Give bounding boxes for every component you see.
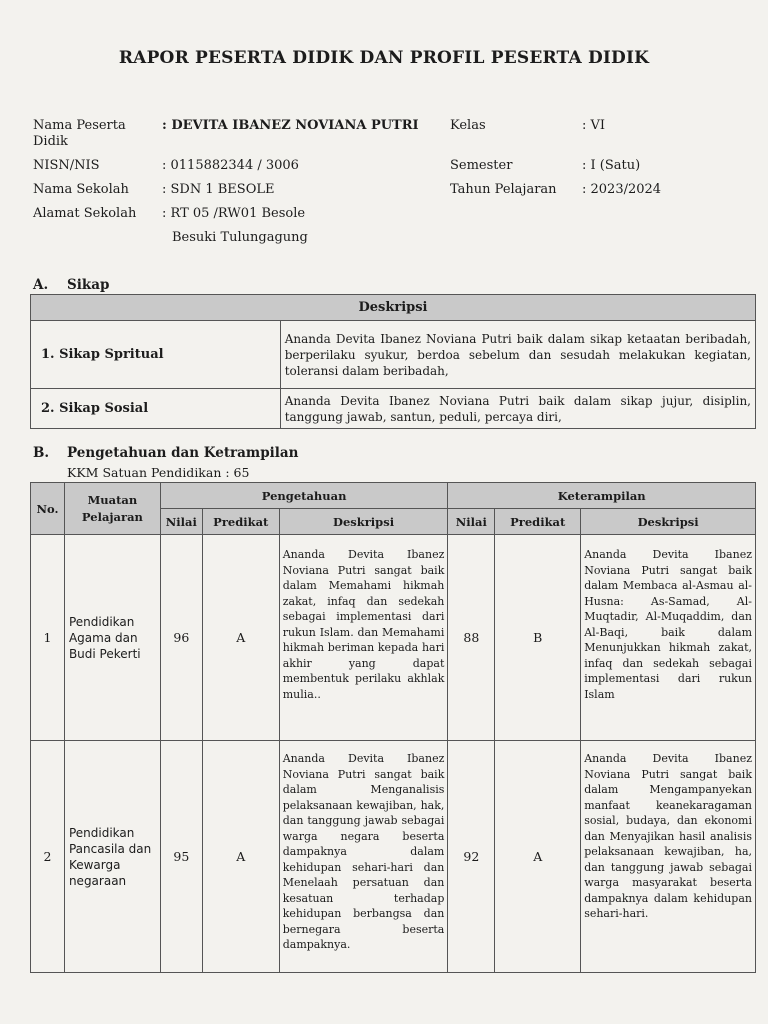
col-knowledge-predicate: Predikat <box>202 509 279 535</box>
class-label: Kelas <box>450 118 486 133</box>
col-skill: Keterampilan <box>448 483 756 509</box>
col-subject: Muatan Pelajaran <box>64 483 160 535</box>
class-value: : VI <box>582 118 606 133</box>
school-value: : SDN 1 BESOLE <box>162 182 275 197</box>
address-label: Alamat Sekolah <box>33 206 137 221</box>
section-a-title: Sikap <box>67 277 110 293</box>
col-knowledge-score: Nilai <box>160 509 202 535</box>
attitude-label-spiritual: 1. Sikap Spritual <box>31 321 281 389</box>
col-skill-predicate: Predikat <box>495 509 581 535</box>
row-no: 1 <box>31 535 65 741</box>
year-value: : 2023/2024 <box>582 182 662 197</box>
knowledge-description: Ananda Devita Ibanez Noviana Putri sangat baik dalam Menganalisis pelaksanaan kewajiban, hak, dan tanggung jawab sebagai warga negara beserta dampaknya dalam kehidupan sehari-hari dan Menelaah persatuan dan kesatuan terhadap kehidupan berbangsa dan bernegara beserta dampaknya. <box>279 741 448 973</box>
attitude-header: Deskripsi <box>31 295 756 321</box>
col-knowledge: Pengetahuan <box>160 483 448 509</box>
nisn-value: : 0115882344 / 3006 <box>162 158 299 173</box>
semester-value: : I (Satu) <box>582 158 641 173</box>
col-no: No. <box>31 483 65 535</box>
skill-description: Ananda Devita Ibanez Noviana Putri sangat baik dalam Membaca al-Asmau al-Husna: As-Samad, Al-Muqtadir, Al-Muqaddim, dan Al-Baqi, baik dalam Menunjukkan hikmah zakat, infaq dan sedekah sebagai implementasi dari rukun Islam <box>581 535 756 741</box>
table-row <box>31 535 756 741</box>
grades-table <box>30 482 756 973</box>
address-value-line1: : RT 05 /RW01 Besole <box>162 206 306 221</box>
skill-description: Ananda Devita Ibanez Noviana Putri sangat baik dalam Mengampanyekan manfaat keanekaragaman sosial, budaya, dan ekonomi dan Menyajikan hasil analisis pelaksanaan kewajiban, ha, dan tanggung jawab sebagai warga masyarakat beserta dampaknya dalam kehidupan sehari-hari. <box>581 741 756 973</box>
school-label: Nama Sekolah <box>33 182 129 197</box>
attitude-desc-spiritual: Ananda Devita Ibanez Noviana Putri baik dalam sikap ketaatan beribadah, berperilaku syukur, berdoa sebelum dan sesudah melakukan kegiatan, toleransi dalam beribadah, <box>280 321 755 389</box>
table-row <box>31 741 756 973</box>
row-subject: Pendidikan Pancasila dan Kewarga negaraan <box>64 741 160 973</box>
skill-score: 88 <box>448 535 495 741</box>
name-value: : DEVITA IBANEZ NOVIANA PUTRI <box>162 118 419 133</box>
col-skill-description: Deskripsi <box>581 509 756 535</box>
semester-label: Semester <box>450 158 513 173</box>
attitude-table <box>30 294 756 429</box>
knowledge-predicate: A <box>202 535 279 741</box>
year-label: Tahun Pelajaran <box>450 182 557 197</box>
skill-score: 92 <box>448 741 495 973</box>
row-subject: Pendidikan Agama dan Budi Pekerti <box>64 535 160 741</box>
page-title: RAPOR PESERTA DIDIK DAN PROFIL PESERTA DIDIK <box>118 48 650 68</box>
table-row <box>31 321 756 389</box>
nisn-label: NISN/NIS <box>33 158 100 173</box>
address-value-line2: Besuki Tulungagung <box>172 230 308 245</box>
knowledge-score: 95 <box>160 741 202 973</box>
col-knowledge-description: Deskripsi <box>279 509 448 535</box>
section-a-letter: A. <box>33 277 49 293</box>
attitude-desc-social: Ananda Devita Ibanez Noviana Putri baik dalam sikap jujur, disiplin, tanggung jawab, santun, peduli, percaya diri, <box>280 389 755 429</box>
knowledge-description: Ananda Devita Ibanez Noviana Putri sangat baik dalam Memahami hikmah zakat, infaq dan sedekah sebagai implementasi dari rukun Islam. dan Memahami hikmah beriman kepada hari akhir yang dapat membentuk perilaku akhlak mulia.. <box>279 535 448 741</box>
skill-predicate: B <box>495 535 581 741</box>
col-skill-score: Nilai <box>448 509 495 535</box>
knowledge-score: 96 <box>160 535 202 741</box>
row-no: 2 <box>31 741 65 973</box>
kkm-label: KKM Satuan Pendidikan : 65 <box>67 465 250 480</box>
section-b-title: Pengetahuan dan Ketrampilan <box>67 445 299 461</box>
knowledge-predicate: A <box>202 741 279 973</box>
attitude-label-social: 2. Sikap Sosial <box>31 389 281 429</box>
name-label: Nama Peserta Didik <box>33 118 126 149</box>
section-b-letter: B. <box>33 445 50 461</box>
table-row <box>31 389 756 429</box>
skill-predicate: A <box>495 741 581 973</box>
